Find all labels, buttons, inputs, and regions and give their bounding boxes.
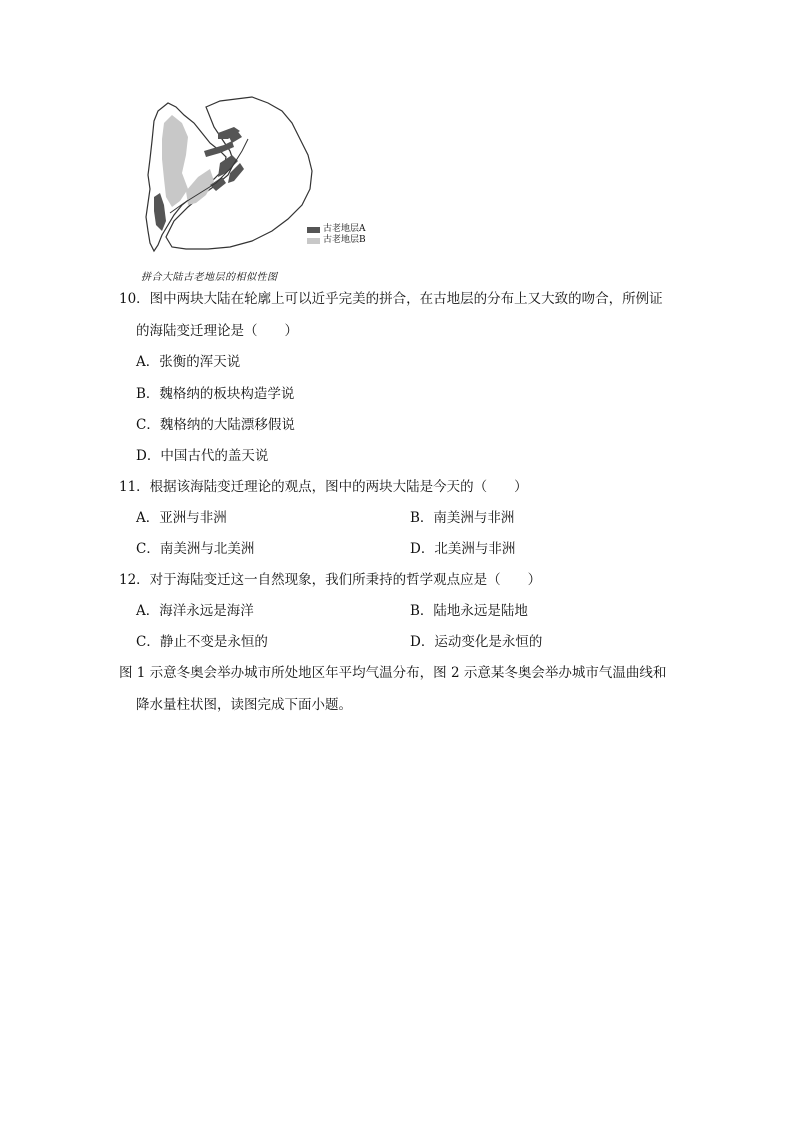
question-12-option-d[interactable]: D．运动变化是永恒的 xyxy=(410,634,543,650)
question-10-stem-line2: 的海陆变迁理论是（ ） xyxy=(136,323,298,339)
question-10-option-d[interactable]: D．中国古代的盖天说 xyxy=(136,448,269,464)
question-12-stem: 12．对于海陆变迁这一自然现象，我们所秉持的哲学观点应是（ ） xyxy=(119,572,542,588)
intro-line2: 降水量柱状图，读图完成下面小题。 xyxy=(136,697,352,713)
question-12-option-a[interactable]: A．海洋永远是海洋 xyxy=(136,603,254,619)
map-legend xyxy=(307,224,366,246)
question-11-option-c[interactable]: C．南美洲与北美洲 xyxy=(136,541,255,557)
intro-line1: 图 1 示意冬奥会举办城市所处地区年平均气温分布，图 2 示意某冬奥会举办城市气温曲线和 xyxy=(119,665,667,681)
legend-label-a: 古老地层A xyxy=(323,224,366,234)
question-10-option-c[interactable]: C．魏格纳的大陆漂移假说 xyxy=(136,417,295,433)
figure-caption: 拼合大陆古老地层的相似性图 xyxy=(141,272,278,283)
question-10-option-a[interactable]: A．张衡的浑天说 xyxy=(136,354,241,370)
question-11-option-a[interactable]: A．亚洲与非洲 xyxy=(136,510,227,526)
layer-b-region xyxy=(162,115,188,207)
question-11-stem: 11．根据该海陆变迁理论的观点，图中的两块大陆是今天的（ ） xyxy=(119,479,528,495)
legend-label-b: 古老地层B xyxy=(323,235,366,245)
legend-item-b xyxy=(307,235,366,246)
question-11-option-d[interactable]: D．北美洲与非洲 xyxy=(410,541,516,557)
question-12-option-c[interactable]: C．静止不变是永恒的 xyxy=(136,634,268,650)
legend-swatch-a xyxy=(307,227,320,233)
legend-swatch-b xyxy=(307,238,320,244)
question-11-option-b[interactable]: B．南美洲与非洲 xyxy=(410,510,515,526)
question-12-option-b[interactable]: B．陆地永远是陆地 xyxy=(410,603,528,619)
question-10-option-b[interactable]: B．魏格纳的板块构造学说 xyxy=(136,386,295,402)
legend-item-a xyxy=(307,224,366,235)
question-10-stem-line1: 10．图中两块大陆在轮廓上可以近乎完美的拼合，在古地层的分布上又大致的吻合，所例证 xyxy=(119,291,663,307)
